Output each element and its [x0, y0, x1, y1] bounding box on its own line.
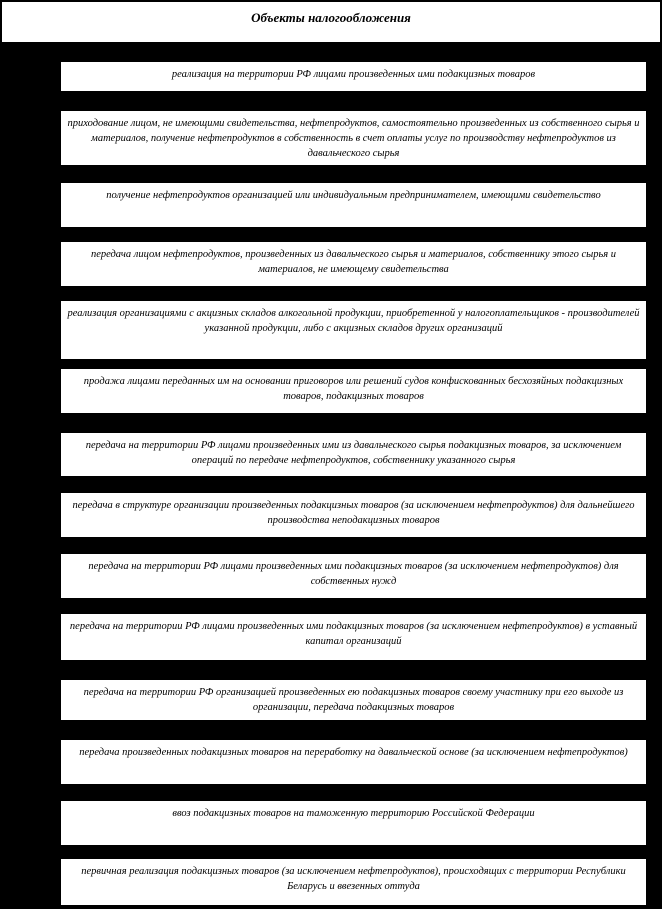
- tax-object-text: передача на территории РФ лицами произведенных ими подакцизных товаров (за исключением нефтепродуктов) в уставный капитал организаций: [69, 621, 638, 647]
- tax-object-text: реализация на территории РФ лицами произведенных ими подакцизных товаров: [171, 69, 536, 80]
- tax-object-text: передача на территории РФ лицами произведенных ими подакцизных товаров (за исключением нефтепродуктов) для собственных нужд: [88, 561, 619, 587]
- tax-object-item: [60, 553, 647, 599]
- tax-object-item: [60, 679, 647, 721]
- tax-object-item: [60, 110, 647, 166]
- tax-object-item: [60, 800, 647, 846]
- tax-object-item: [60, 300, 647, 360]
- tax-object-item: [60, 182, 647, 228]
- diagram-title-box: [1, 1, 661, 43]
- tax-object-item: [60, 739, 647, 785]
- tax-object-item: [60, 368, 647, 414]
- tax-object-text: передача произведенных подакцизных товаров на переработку на давальческой основе (за исключением нефтепродуктов): [79, 747, 628, 758]
- tax-object-text: приходование лицом, не имеющими свидетельства, нефтепродуктов, самостоятельно произведенных из собственного сырья и материалов, получение нефтепродуктов в собственность в счет оплаты услуг по производству нефтепродуктов из давальческого сырья: [67, 118, 640, 159]
- tax-object-item: [60, 61, 647, 92]
- tax-object-text: продажа лицами переданных им на основании приговоров или решений судов конфискованных бесхозяйных подакцизных товаров, подакцизных товаров: [83, 376, 624, 402]
- tax-object-text: передача на территории РФ лицами произведенных ими из давальческого сырья подакцизных товаров, за исключением операций по передаче нефтепродуктов, собственнику указанного сырья: [85, 440, 622, 466]
- tax-object-text: передача лицом нефтепродуктов, произведенных из давальческого сырья и материалов, собственнику этого сырья и материалов, не имеющему свидетельства: [90, 249, 617, 275]
- tax-object-text: первичная реализация подакцизных товаров (за исключением нефтепродуктов), происходящих с территории Республики Беларусь и ввезенных оттуда: [81, 866, 626, 892]
- tax-object-text: ввоз подакцизных товаров на таможенную территорию Российской Федерации: [172, 808, 535, 819]
- tax-object-text: передача на территории РФ организацией произведенных ею подакцизных товаров своему участнику при его выходе из организации, передача подакцизных товаров: [83, 687, 624, 713]
- diagram-title: Объекты налогообложения: [251, 10, 411, 25]
- tax-object-item: [60, 858, 647, 906]
- tax-object-text: передача в структуре организации произведенных подакцизных товаров (за исключением нефтепродуктов) для дальнейшего производства неподакцизных товаров: [72, 500, 635, 526]
- tax-object-item: [60, 432, 647, 477]
- tax-object-item: [60, 492, 647, 538]
- tax-object-text: реализация организациями с акцизных складов алкогольной продукции, приобретенной у налогоплательщиков - производителей указанной продукции, либо с акцизных складов других организаций: [67, 308, 640, 334]
- tax-object-item: [60, 613, 647, 661]
- tax-object-item: [60, 241, 647, 287]
- tax-object-text: получение нефтепродуктов организацией или индивидуальным предпринимателем, имеющими свидетельство: [106, 190, 601, 201]
